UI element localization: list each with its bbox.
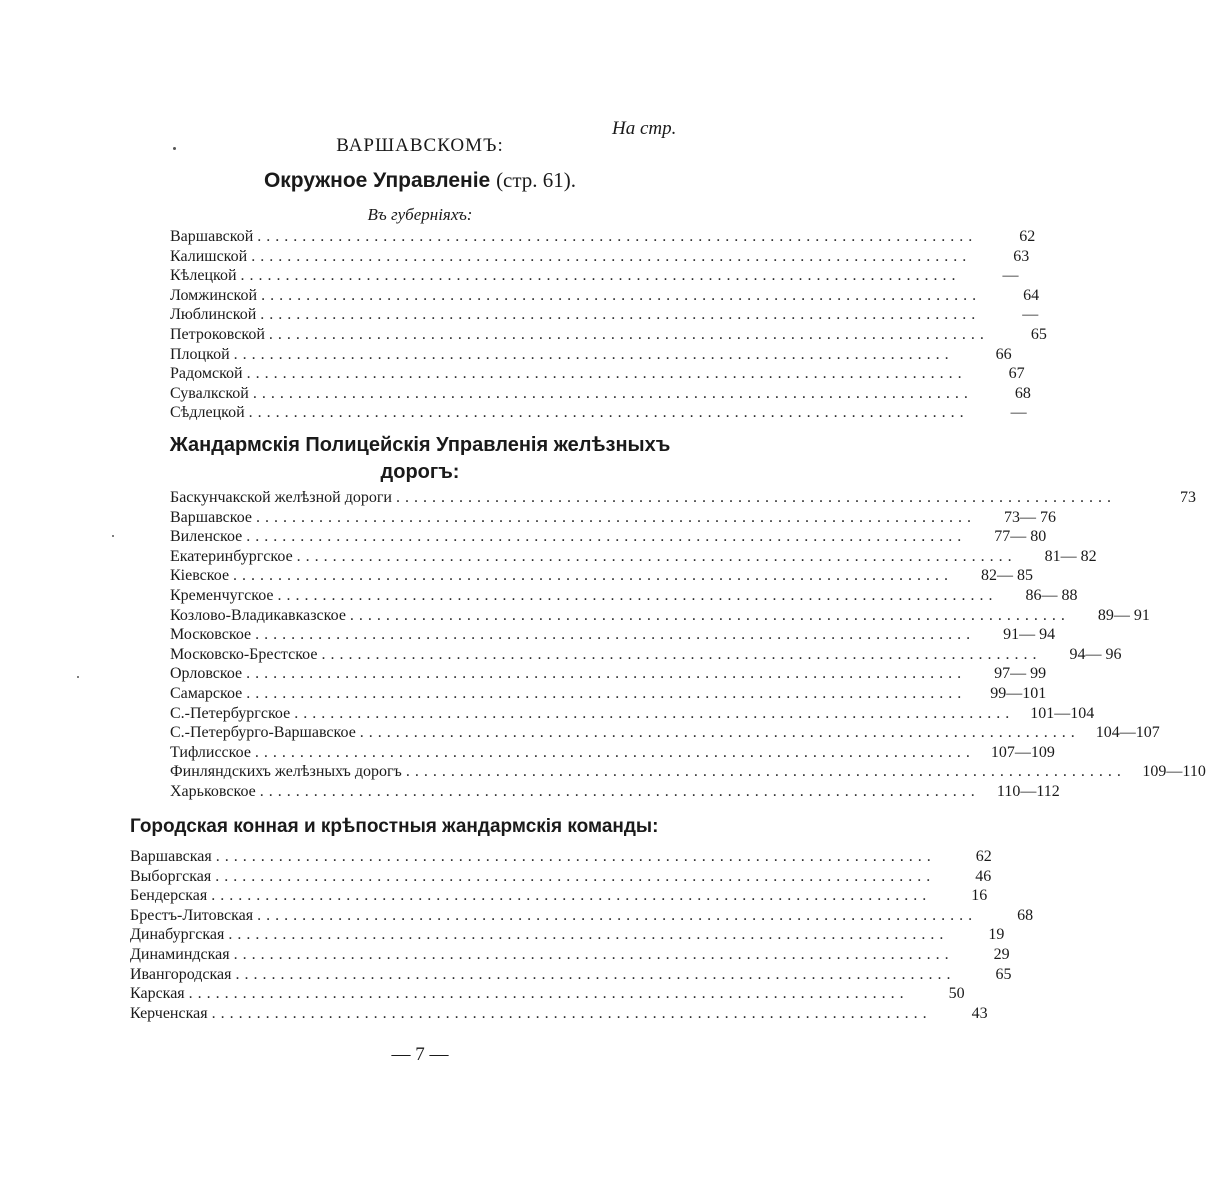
entry-name: Плоцкой [170,345,230,363]
entry-name: Петроковской [170,325,265,343]
leader-dots: ................................................................................ [251,247,972,265]
leader-dots: ................................................................................ [257,906,978,924]
list-item [170,508,1057,528]
list-item [170,762,1206,782]
list-item [170,247,1030,267]
gubernii-list [170,227,1047,423]
list-item [170,645,1122,665]
entry-page: 64 [1023,286,1040,304]
leader-dots: ................................................................................ [296,547,1017,565]
entry-name: Керченская [130,1004,208,1022]
entry-page: 43 [971,1004,988,1022]
leader-dots: ................................................................................ [255,626,976,644]
list-item [170,586,1078,606]
entry-name: Брестъ-Литовская [130,906,254,924]
entry-page: 94— 96 [1069,645,1122,663]
list-item [170,704,1095,724]
entry-name: Варшавская [130,848,212,865]
entry-page: 89— 91 [1097,606,1150,624]
entry-name: Калишской [170,247,248,265]
entry-name: Варшавской [170,228,254,245]
okrug-title: Окружное Управленіе [263,169,491,192]
leader-dots: ................................................................................ [215,867,936,885]
commands-list [130,847,1034,1023]
city-heading: ВАРШАВСКОМЪ: [336,135,504,156]
entry-page: 67 [1008,365,1025,383]
entry-name: Харьковское [170,782,256,800]
entry-name: С.-Петербурго-Варшавское [170,724,356,742]
list-item [130,1004,988,1024]
entry-page: 82— 85 [981,567,1034,585]
entry-name: Кіевское [170,567,230,585]
entry-page: 62 [1019,228,1036,245]
gubernii-subtitle: Въ губерніяхъ: [367,205,473,224]
entry-name: Орловское [170,665,243,683]
entry-name: Сѣдлецкой [170,404,245,422]
list-item [170,664,1047,684]
list-item [170,743,1055,763]
list-item [170,325,1047,345]
commands-heading: Городская конная и крѣпостныя жандармскія команды: [130,816,659,837]
list-item [130,867,992,887]
entry-page: 46 [975,867,992,885]
railway-heading-line1: Жандармскія Полицейскія Управленія желѣзныхъ [169,434,671,456]
leader-dots: ................................................................................ [359,724,1080,742]
list-item [130,925,1005,945]
entry-page: — [1002,267,1019,285]
entry-page: 101—104 [1030,704,1095,722]
leader-dots: ................................................................................ [259,782,980,800]
leader-dots: ................................................................................ [268,325,989,343]
entry-name: С.-Петербургское [170,704,291,722]
okrug-heading [0,168,840,193]
entry-page: 97— 99 [994,665,1047,683]
list-item [170,364,1025,384]
entry-page: 86— 88 [1025,586,1078,604]
entry-name: Козлово-Владикавказское [170,606,346,624]
list-item [170,384,1031,404]
leader-dots: ................................................................................ [215,848,936,865]
leader-dots: ................................................................................ [261,286,982,304]
leader-dots: ................................................................................ [246,665,967,683]
leader-dots: ................................................................................ [233,345,954,363]
list-item [170,723,1160,743]
list-item [170,305,1039,325]
entry-page: 65 [995,965,1012,983]
entry-page: 104—107 [1095,724,1160,742]
scan-speck [112,535,114,537]
entry-page: 66 [995,345,1012,363]
entry-name: Выборгская [130,867,212,885]
leader-dots: ................................................................................ [211,1004,932,1022]
railway-heading [0,432,840,486]
entry-page: 16 [971,887,988,905]
list-item [130,945,1010,965]
leader-dots: ................................................................................ [254,743,975,761]
list-item [170,782,1060,802]
list-item [130,886,988,906]
page-number: — 7 — [391,1044,449,1065]
leader-dots: ................................................................................ [240,267,961,285]
entry-page: 91— 94 [1003,626,1056,644]
entry-name: Екатеринбургское [170,547,293,565]
okrug-page-ref: (стр. 61). [496,168,577,192]
leader-dots: ................................................................................ [188,985,909,1003]
entry-name: Ломжинской [170,286,258,304]
list-item [170,527,1047,547]
entry-name: Бендерская [130,887,208,905]
entry-page: 109—110 [1142,763,1206,781]
leader-dots: ................................................................................ [246,684,967,702]
list-item [130,847,992,867]
list-item [170,286,1040,306]
entry-page: 65 [1030,325,1047,343]
entry-name: Виленское [170,528,243,546]
list-item [170,606,1150,626]
leader-dots: ................................................................................ [235,965,956,983]
list-item [170,684,1047,704]
entry-name: Варшавское [170,508,253,526]
entry-page: 63 [1013,247,1030,265]
entry-page: — [1022,306,1039,324]
entry-name: Карская [130,985,185,1003]
list-item [170,227,1036,247]
leader-dots: ................................................................................ [260,306,981,324]
entry-name: Баскунчакской желѣзной дороги [170,489,392,506]
entry-name: Кѣлецкой [170,267,237,285]
leader-dots: ................................................................................ [294,704,1015,722]
entry-name: Самарское [170,684,243,702]
entry-name: Московско-Брестское [170,645,318,663]
leader-dots: ................................................................................ [233,945,954,963]
list-item [170,266,1019,286]
entry-page: 81— 82 [1044,547,1097,565]
leader-dots: ................................................................................ [349,606,1070,624]
entry-page: 73 [1179,489,1196,506]
leader-dots: ................................................................................ [395,489,1116,506]
railway-heading-line2: дорогъ: [380,461,460,483]
entry-name: Радомской [170,365,243,383]
list-item [170,345,1012,365]
leader-dots: ................................................................................ [256,508,977,526]
leader-dots: ................................................................................ [405,763,1126,781]
entry-page: 107—109 [990,743,1055,761]
list-item [130,984,965,1004]
list-item [170,488,1196,508]
entry-name: Кременчугское [170,586,274,604]
entry-page: 110—112 [996,782,1060,800]
entry-page: 50 [948,985,965,1003]
entry-page: 77— 80 [994,528,1047,546]
entry-page: 99—101 [990,684,1047,702]
list-item [170,625,1056,645]
entry-name: Тифлисское [170,743,251,761]
entry-page: 68 [1017,906,1034,924]
leader-dots: ................................................................................ [321,645,1042,663]
scan-speck [77,676,79,678]
entry-page: 19 [988,926,1005,944]
list-item [170,566,1034,586]
leader-dots: ................................................................................ [257,228,978,245]
leader-dots: ................................................................................ [228,926,949,944]
list-item [170,547,1097,567]
entry-name: Динабургская [130,926,225,944]
leader-dots: ................................................................................ [248,404,969,422]
entry-name: Финляндскихъ желѣзныхъ дорогъ [170,763,402,781]
leader-dots: ................................................................................ [246,528,967,546]
list-item [130,906,1034,926]
entry-name: Московское [170,626,252,644]
entry-page: 73— 76 [1004,508,1057,526]
entry-name: Ивангородская [130,965,232,983]
list-item [130,965,1012,985]
entry-name: Люблинской [170,306,257,324]
leader-dots: ................................................................................ [277,586,998,604]
entry-page: 68 [1014,384,1031,402]
entry-page: 62 [975,848,992,865]
page-reference-label: На стр. [612,118,677,139]
entry-page: — [1010,404,1027,422]
list-item [170,403,1027,423]
scan-speck [173,147,176,150]
leader-dots: ................................................................................ [211,887,932,905]
railway-list [170,488,1206,802]
entry-name: Сувалкской [170,384,249,402]
leader-dots: ................................................................................ [252,384,973,402]
leader-dots: ................................................................................ [233,567,954,585]
entry-page: 29 [993,945,1010,963]
leader-dots: ................................................................................ [246,365,967,383]
entry-name: Динаминдская [130,945,230,963]
